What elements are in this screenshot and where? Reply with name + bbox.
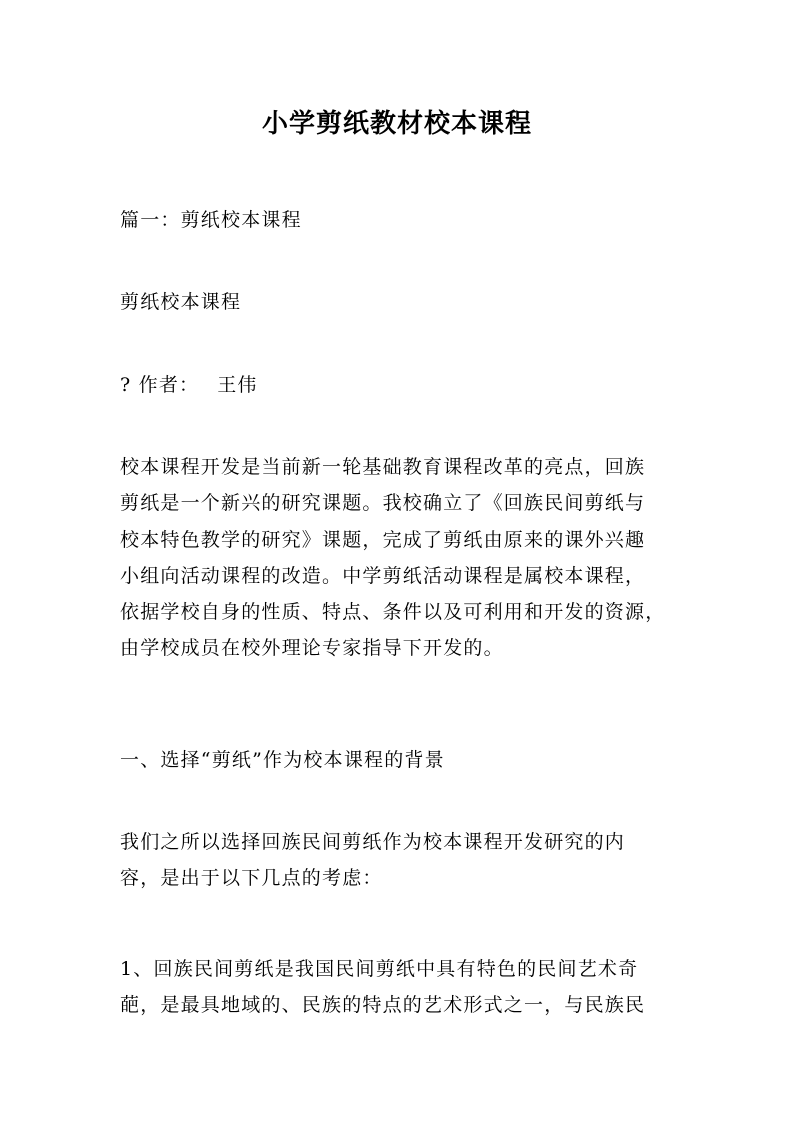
- section-heading: 一、选择“剪纸”作为校本课程的背景: [120, 749, 445, 771]
- paragraph-line: 剪纸是一个新兴的研究课题。我校确立了《回族民间剪纸与: [120, 492, 646, 515]
- paragraph-line: 小组向活动课程的改造。中学剪纸活动课程是属校本课程，: [120, 564, 646, 587]
- document-title: 小学剪纸教材校本课程: [261, 109, 532, 139]
- intro-paragraph: [120, 449, 680, 667]
- paragraph-line: 1、回族民间剪纸是我国民间剪纸中具有特色的民间艺术奇: [120, 958, 639, 980]
- paragraph-line: 依据学校自身的性质、特点、条件以及可利用和开发的资源，: [120, 601, 666, 624]
- subtitle: 剪纸校本课程: [120, 291, 242, 313]
- paragraph-line: 校本课程开发是当前新一轮基础教育课程改革的亮点，回族: [120, 456, 646, 478]
- point-1-paragraph: [120, 951, 680, 1024]
- paragraph-line: 我们之所以选择回族民间剪纸作为校本课程开发研究的内: [120, 831, 626, 853]
- paragraph-line: 由学校成员在校外理论专家指导下开发的。: [120, 637, 504, 660]
- paragraph-line: 容，是出于以下几点的考虑：: [120, 867, 383, 890]
- reason-intro-paragraph: [120, 824, 680, 897]
- paragraph-line: 校本特色教学的研究》课题，完成了剪纸由原来的课外兴趣: [120, 528, 646, 551]
- chapter-heading: 篇一：剪纸校本课程: [120, 209, 302, 231]
- author-name: 王伟: [217, 374, 258, 396]
- author-line: [120, 370, 680, 400]
- paragraph-line: 葩，是最具地域的、民族的特点的艺术形式之一，与民族民: [120, 994, 646, 1017]
- author-label: ? 作者：: [120, 374, 200, 396]
